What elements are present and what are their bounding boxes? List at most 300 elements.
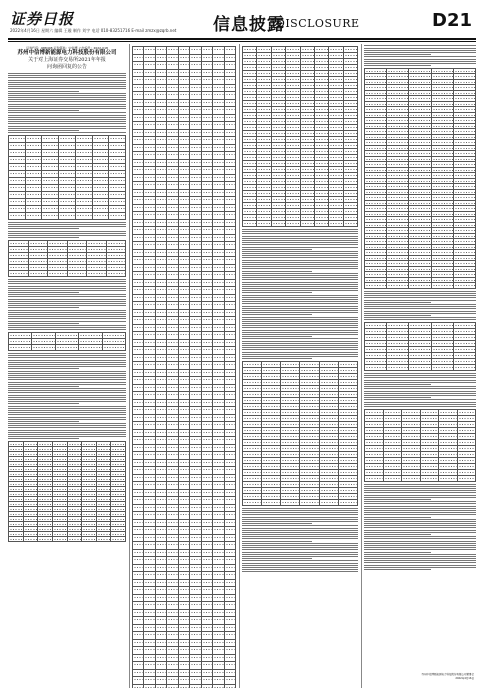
text-line <box>242 512 358 513</box>
table-cell <box>133 602 144 610</box>
text-line <box>364 315 431 316</box>
table-cell <box>92 184 109 191</box>
table-cell <box>224 257 236 265</box>
table-cell <box>224 632 236 640</box>
table-cell <box>9 184 26 191</box>
table-cell <box>133 459 144 467</box>
text-line <box>8 430 126 431</box>
table-cell <box>167 587 178 595</box>
text-line <box>8 104 126 105</box>
table-row <box>365 475 476 481</box>
text-line <box>8 325 126 326</box>
table-cell <box>167 549 178 557</box>
table-cell <box>144 107 155 115</box>
table-cell <box>109 198 126 205</box>
table-cell <box>224 377 236 385</box>
table-cell <box>133 654 144 662</box>
text-line <box>242 236 358 237</box>
text-line <box>364 306 476 307</box>
table-cell <box>155 62 166 70</box>
table-cell <box>201 114 212 122</box>
table-cell <box>224 279 236 287</box>
table-cell <box>92 177 109 184</box>
table-cell <box>178 204 189 212</box>
table-cell <box>178 144 189 152</box>
table-row <box>133 512 236 520</box>
table-row <box>133 654 236 662</box>
text-line <box>242 547 358 548</box>
table-cell <box>155 309 166 317</box>
table-cell <box>167 624 178 632</box>
table-cell <box>224 302 236 310</box>
text-line <box>242 330 358 331</box>
table-row <box>133 122 236 130</box>
table-cell <box>133 182 144 190</box>
table-cell <box>167 557 178 565</box>
text-line <box>242 317 358 318</box>
table-cell <box>178 249 189 257</box>
table-row <box>9 170 126 177</box>
table-cell <box>300 221 314 227</box>
table-cell <box>300 499 319 505</box>
text-line <box>8 397 126 398</box>
text-line <box>364 521 476 522</box>
table-cell <box>144 114 155 122</box>
table-cell <box>133 362 144 370</box>
table-cell <box>133 302 144 310</box>
text-line <box>8 406 126 407</box>
table-cell <box>155 107 166 115</box>
table-cell <box>409 283 431 289</box>
table-cell <box>178 684 189 688</box>
table-cell <box>144 624 155 632</box>
text-line <box>364 308 476 309</box>
text-line <box>242 532 358 533</box>
table-cell <box>133 632 144 640</box>
table-cell <box>190 332 201 340</box>
table-cell <box>133 309 144 317</box>
table-cell <box>190 182 201 190</box>
table-cell <box>190 609 201 617</box>
table-cell <box>190 399 201 407</box>
table-cell <box>167 444 178 452</box>
table-cell <box>213 437 224 445</box>
table-cell <box>213 242 224 250</box>
table-cell <box>155 324 166 332</box>
text-line <box>8 375 126 376</box>
table-cell <box>155 174 166 182</box>
table-cell <box>59 191 76 198</box>
table-cell <box>213 159 224 167</box>
table-cell <box>224 594 236 602</box>
text-line <box>242 257 358 258</box>
table-cell <box>75 135 92 142</box>
table-cell <box>9 142 26 149</box>
table-cell <box>133 677 144 685</box>
table-row <box>9 184 126 191</box>
text-line <box>8 390 126 391</box>
table-cell <box>201 77 212 85</box>
text-line <box>8 112 126 113</box>
headline-line-1: 关于对上海证券交易所2021年年报 <box>28 57 106 63</box>
text-line <box>364 497 476 498</box>
table-cell <box>87 270 107 276</box>
text-line <box>242 286 358 287</box>
table-cell <box>224 549 236 557</box>
table-cell <box>28 270 48 276</box>
table-cell <box>178 354 189 362</box>
text-line <box>8 117 126 118</box>
text-line <box>8 224 126 225</box>
table-cell <box>178 407 189 415</box>
table-cell <box>25 149 42 156</box>
table-cell <box>59 142 76 149</box>
table-cell <box>213 219 224 227</box>
table-cell <box>178 234 189 242</box>
table-cell <box>213 639 224 647</box>
table-cell <box>133 482 144 490</box>
table-cell <box>201 407 212 415</box>
text-line <box>8 294 126 295</box>
table-cell <box>178 587 189 595</box>
table-cell <box>262 499 281 505</box>
text-line <box>8 357 126 358</box>
table-cell <box>144 362 155 370</box>
table-cell <box>213 332 224 340</box>
table-cell <box>224 174 236 182</box>
table-cell <box>224 512 236 520</box>
table-row <box>133 129 236 137</box>
table-cell <box>75 205 92 212</box>
text-line <box>242 310 358 311</box>
table-cell <box>133 234 144 242</box>
table-cell <box>167 324 178 332</box>
table-cell <box>190 369 201 377</box>
table-cell <box>133 579 144 587</box>
text-line <box>364 311 476 312</box>
text-line <box>8 412 126 413</box>
text-line <box>242 233 358 234</box>
table-cell <box>224 564 236 572</box>
table-cell <box>213 654 224 662</box>
table-cell <box>133 152 144 160</box>
table-row <box>133 287 236 295</box>
table-cell <box>155 474 166 482</box>
table-cell <box>144 122 155 130</box>
table-cell <box>178 137 189 145</box>
table-cell <box>178 77 189 85</box>
table-cell <box>190 47 201 55</box>
table-cell <box>201 294 212 302</box>
table-cell <box>178 212 189 220</box>
table-cell <box>59 212 76 219</box>
table-cell <box>224 204 236 212</box>
text-line <box>242 279 358 280</box>
table-cell <box>167 632 178 640</box>
table-cell <box>213 47 224 55</box>
table-cell <box>224 182 236 190</box>
table-cell <box>144 204 155 212</box>
table-cell <box>155 489 166 497</box>
table-cell <box>201 47 212 55</box>
text-line <box>8 235 126 236</box>
text-line <box>242 327 358 328</box>
text-line <box>8 281 126 282</box>
table-cell <box>190 242 201 250</box>
table-cell <box>155 279 166 287</box>
text-line <box>242 558 312 559</box>
masthead <box>8 6 476 40</box>
text-line <box>364 63 476 64</box>
table-cell <box>431 365 453 371</box>
table-cell <box>201 512 212 520</box>
table-cell <box>224 167 236 175</box>
table-cell <box>167 452 178 460</box>
table-cell <box>155 339 166 347</box>
table-cell <box>178 219 189 227</box>
text-line <box>8 296 126 297</box>
table-row <box>133 377 236 385</box>
table-cell <box>224 242 236 250</box>
column-2-table <box>132 44 236 688</box>
table-cell <box>190 99 201 107</box>
page-number: D21 <box>432 10 472 31</box>
table-cell <box>190 617 201 625</box>
table-cell <box>155 189 166 197</box>
table-row <box>133 54 236 62</box>
text-line <box>242 247 358 248</box>
table-cell <box>59 177 76 184</box>
table-cell <box>213 204 224 212</box>
text-line <box>8 434 126 435</box>
table-cell <box>144 617 155 625</box>
table-cell <box>201 257 212 265</box>
table-cell <box>190 204 201 212</box>
table-cell <box>144 242 155 250</box>
table-cell <box>224 572 236 580</box>
text-line <box>8 132 126 133</box>
table-cell <box>155 249 166 257</box>
text-line <box>242 262 358 263</box>
table-cell <box>167 114 178 122</box>
text-line <box>8 86 126 87</box>
table-cell <box>9 212 26 219</box>
table-cell <box>167 122 178 130</box>
table-cell <box>155 384 166 392</box>
table-cell <box>42 142 59 149</box>
table-cell <box>144 294 155 302</box>
table-cell <box>213 152 224 160</box>
text-line <box>364 527 476 528</box>
table-cell <box>144 414 155 422</box>
text-line <box>8 226 126 227</box>
table-cell <box>213 429 224 437</box>
table-cell <box>201 347 212 355</box>
text-line <box>8 301 126 302</box>
table-cell <box>201 602 212 610</box>
table-cell <box>213 324 224 332</box>
table-cell <box>167 129 178 137</box>
table-cell <box>155 677 166 685</box>
table-cell <box>155 669 166 677</box>
table-cell <box>213 309 224 317</box>
table-cell <box>224 467 236 475</box>
text-line <box>8 228 79 229</box>
table-cell <box>144 129 155 137</box>
table-cell <box>42 135 59 142</box>
table-row <box>133 549 236 557</box>
table-cell <box>133 227 144 235</box>
table-cell <box>201 422 212 430</box>
table-cell <box>190 107 201 115</box>
data-table <box>8 240 126 277</box>
text-line <box>8 314 126 315</box>
table-cell <box>201 647 212 655</box>
table-cell <box>213 317 224 325</box>
table-cell <box>365 365 387 371</box>
table-cell <box>155 542 166 550</box>
text-line <box>242 306 358 307</box>
table-cell <box>48 270 68 276</box>
table-cell <box>201 467 212 475</box>
text-line <box>242 541 312 542</box>
table-cell <box>155 467 166 475</box>
table-cell <box>133 377 144 385</box>
table-cell <box>201 564 212 572</box>
table-cell <box>133 572 144 580</box>
table-cell <box>133 452 144 460</box>
table-cell <box>213 62 224 70</box>
table-cell <box>25 184 42 191</box>
table-cell <box>201 362 212 370</box>
table-cell <box>133 392 144 400</box>
table-cell <box>167 332 178 340</box>
table-cell <box>133 354 144 362</box>
table-cell <box>144 264 155 272</box>
table-cell <box>167 534 178 542</box>
table-cell <box>133 527 144 535</box>
table-cell <box>144 167 155 175</box>
table-cell <box>155 422 166 430</box>
table-cell <box>144 647 155 655</box>
text-line <box>364 554 476 555</box>
table-cell <box>190 302 201 310</box>
text-line <box>242 325 358 326</box>
table-cell <box>190 294 201 302</box>
text-line <box>8 377 126 378</box>
table-cell <box>133 287 144 295</box>
table-cell <box>190 422 201 430</box>
table-cell <box>133 587 144 595</box>
table-cell <box>213 647 224 655</box>
text-line <box>8 231 126 232</box>
text-line <box>8 371 126 372</box>
table-cell <box>178 534 189 542</box>
table-cell <box>190 159 201 167</box>
text-line <box>364 297 476 298</box>
table-cell <box>178 347 189 355</box>
text-line <box>8 279 126 280</box>
table-row <box>133 564 236 572</box>
text-line <box>8 128 126 129</box>
text-line <box>242 266 358 267</box>
table-cell <box>224 47 236 55</box>
table-cell <box>167 497 178 505</box>
table-cell <box>144 407 155 415</box>
text-line <box>364 508 476 509</box>
table-cell <box>9 345 32 351</box>
table-cell <box>178 54 189 62</box>
text-line <box>364 565 476 566</box>
table-cell <box>224 489 236 497</box>
table-cell <box>155 572 166 580</box>
text-line <box>364 304 476 305</box>
table-cell <box>224 639 236 647</box>
table-cell <box>224 444 236 452</box>
table-cell <box>155 167 166 175</box>
table-cell <box>190 324 201 332</box>
table-cell <box>201 609 212 617</box>
text-line <box>8 82 126 83</box>
table-cell <box>213 294 224 302</box>
table-cell <box>59 135 76 142</box>
table-cell <box>144 452 155 460</box>
text-line <box>8 362 126 363</box>
table-cell <box>190 677 201 685</box>
table-cell <box>32 345 55 351</box>
text-line <box>364 313 476 314</box>
text-line <box>8 368 79 369</box>
table-row <box>133 182 236 190</box>
text-line <box>364 514 476 515</box>
table-cell <box>167 257 178 265</box>
data-table <box>8 332 126 351</box>
table-cell <box>167 69 178 77</box>
text-line <box>8 432 126 433</box>
table-cell <box>224 414 236 422</box>
table-cell <box>201 69 212 77</box>
table-cell <box>329 221 343 227</box>
table-cell <box>75 191 92 198</box>
table-cell <box>201 414 212 422</box>
text-line <box>242 554 358 555</box>
text-line <box>8 323 79 324</box>
table-cell <box>155 137 166 145</box>
table-cell <box>42 212 59 219</box>
table-cell <box>213 189 224 197</box>
headline-line-2: 问询函回复的公告 <box>46 63 87 70</box>
table-cell <box>213 564 224 572</box>
text-line <box>364 393 476 394</box>
table-cell <box>190 279 201 287</box>
table-cell <box>201 167 212 175</box>
table-row <box>9 205 126 212</box>
table-cell <box>190 624 201 632</box>
table-cell <box>190 572 201 580</box>
text-line <box>364 495 476 496</box>
table-row <box>133 594 236 602</box>
text-line <box>242 338 358 339</box>
table-cell <box>155 647 166 655</box>
table-cell <box>319 499 338 505</box>
table-cell <box>213 624 224 632</box>
table-cell <box>133 489 144 497</box>
table-cell <box>133 384 144 392</box>
text-line <box>8 95 126 96</box>
table-row <box>9 156 126 163</box>
table-cell <box>201 152 212 160</box>
table-cell <box>213 489 224 497</box>
